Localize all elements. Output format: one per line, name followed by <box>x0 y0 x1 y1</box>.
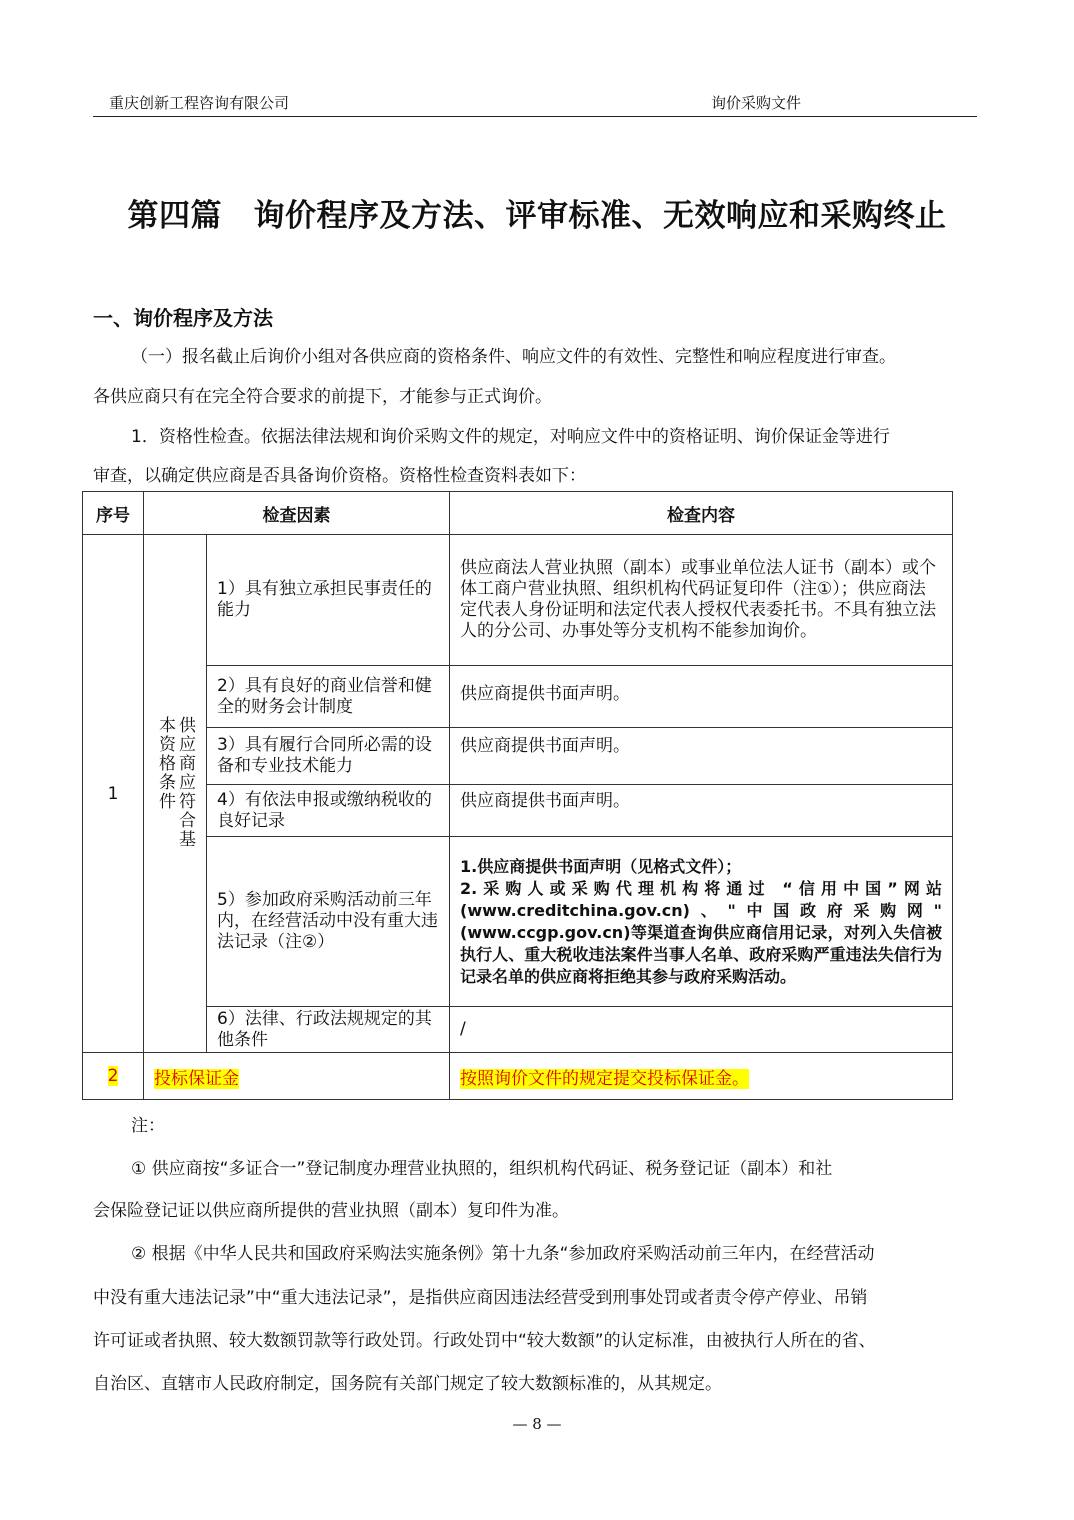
table-header-row <box>83 492 953 535</box>
note-2-line-2: 中没有重大违法记录”中“重大违法记录”，是指供应商因违法经营受到刑事处罚或者责令停产停业、吊销 <box>93 1288 868 1308</box>
factor-cell: 2）具有良好的商业信誉和健全的财务会计制度 <box>207 666 450 728</box>
qualification-table <box>82 491 953 1100</box>
paragraph-2-line-2: 审查，以确定供应商是否具备询价资格。资格性检查资料表如下： <box>93 466 586 486</box>
content-cell: 1.供应商提供书面声明（见格式文件）； 2.采购人或采购代理机构将通过 “信用中国”网站(www.creditchina.gov.cn)、"中国政府采购网"(www.ccgp.gov.cn)等渠道查询供应商信用记录，对列入失信被执行人、重大税收违法案件当事人名单、政府采购严重违法失信行为记录名单的供应商将拒绝其参与政府采购活动。 <box>450 837 953 1007</box>
factor-cell: 4）有依法申报或缴纳税收的良好记录 <box>207 785 450 837</box>
table-row <box>83 837 953 1007</box>
row-number: 2 <box>83 1053 144 1100</box>
paragraph-1-line-1: （一）报名截止后询价小组对各供应商的资格条件、响应文件的有效性、完整性和响应程度进行审查。 <box>131 347 896 367</box>
factor-cell: 投标保证金 <box>144 1053 450 1100</box>
content-cell: 按照询价文件的规定提交投标保证金。 <box>450 1053 953 1100</box>
document-title: 第四篇 询价程序及方法、评审标准、无效响应和采购终止 <box>127 198 947 234</box>
group-label-cell <box>144 535 207 1053</box>
table-row-deposit <box>83 1053 953 1100</box>
table-row <box>83 785 953 837</box>
group-label: 供应商应符合基本资格条件 <box>155 716 195 849</box>
table-row <box>83 728 953 785</box>
table-row <box>83 535 953 666</box>
note-2-line-1: ② 根据《中华人民共和国政府采购法实施条例》第十九条“参加政府采购活动前三年内，在经营活动 <box>131 1244 875 1264</box>
note-2-line-3: 许可证或者执照、较大数额罚款等行政处罚。行政处罚中“较大数额”的认定标准，由被执行人所在的省、 <box>93 1331 876 1351</box>
factor-cell: 6）法律、行政法规规定的其他条件 <box>207 1007 450 1053</box>
paragraph-2-line-1: 1．资格性检查。依据法律法规和询价采购文件的规定，对响应文件中的资格证明、询价保证金等进行 <box>131 427 890 447</box>
content-cell: 供应商提供书面声明。 <box>450 666 953 728</box>
note-1-line-1: ① 供应商按“多证合一”登记制度办理营业执照的，组织机构代码证、税务登记证（副本）和社 <box>131 1159 833 1179</box>
section-heading: 一、询价程序及方法 <box>93 306 273 330</box>
content-cell: 供应商提供书面声明。 <box>450 728 953 785</box>
content-cell: / <box>450 1007 953 1053</box>
header-company: 重庆创新工程咨询有限公司 <box>109 94 290 112</box>
content-cell: 供应商法人营业执照（副本）或事业单位法人证书（副本）或个体工商户营业执照、组织机构代码证复印件（注①）；供应商法定代表人身份证明和法定代表人授权代表委托书。不具有独立法人的分公司、办事处等分支机构不能参加询价。 <box>450 535 953 666</box>
content-cell: 供应商提供书面声明。 <box>450 785 953 837</box>
notes-label: 注： <box>131 1116 165 1136</box>
factor-cell: 1）具有独立承担民事责任的能力 <box>207 535 450 666</box>
header-factor: 检查因素 <box>144 492 450 535</box>
page-number: — 8 — <box>512 1415 562 1433</box>
paragraph-1-line-2: 各供应商只有在完全符合要求的前提下，才能参与正式询价。 <box>93 387 552 407</box>
header-content: 检查内容 <box>450 492 953 535</box>
header-no: 序号 <box>83 492 144 535</box>
header-doc-type: 询价采购文件 <box>711 94 802 112</box>
note-2-line-4: 自治区、直辖市人民政府制定，国务院有关部门规定了较大数额标准的，从其规定。 <box>93 1374 722 1394</box>
factor-cell: 3）具有履行合同所必需的设备和专业技术能力 <box>207 728 450 785</box>
table-row <box>83 1007 953 1053</box>
table-row <box>83 666 953 728</box>
row-number: 1 <box>83 535 144 1053</box>
page-header <box>93 88 977 117</box>
note-1-line-2: 会保险登记证以供应商所提供的营业执照（副本）复印件为准。 <box>93 1201 569 1221</box>
factor-cell: 5）参加政府采购活动前三年内，在经营活动中没有重大违法记录（注②） <box>207 837 450 1007</box>
